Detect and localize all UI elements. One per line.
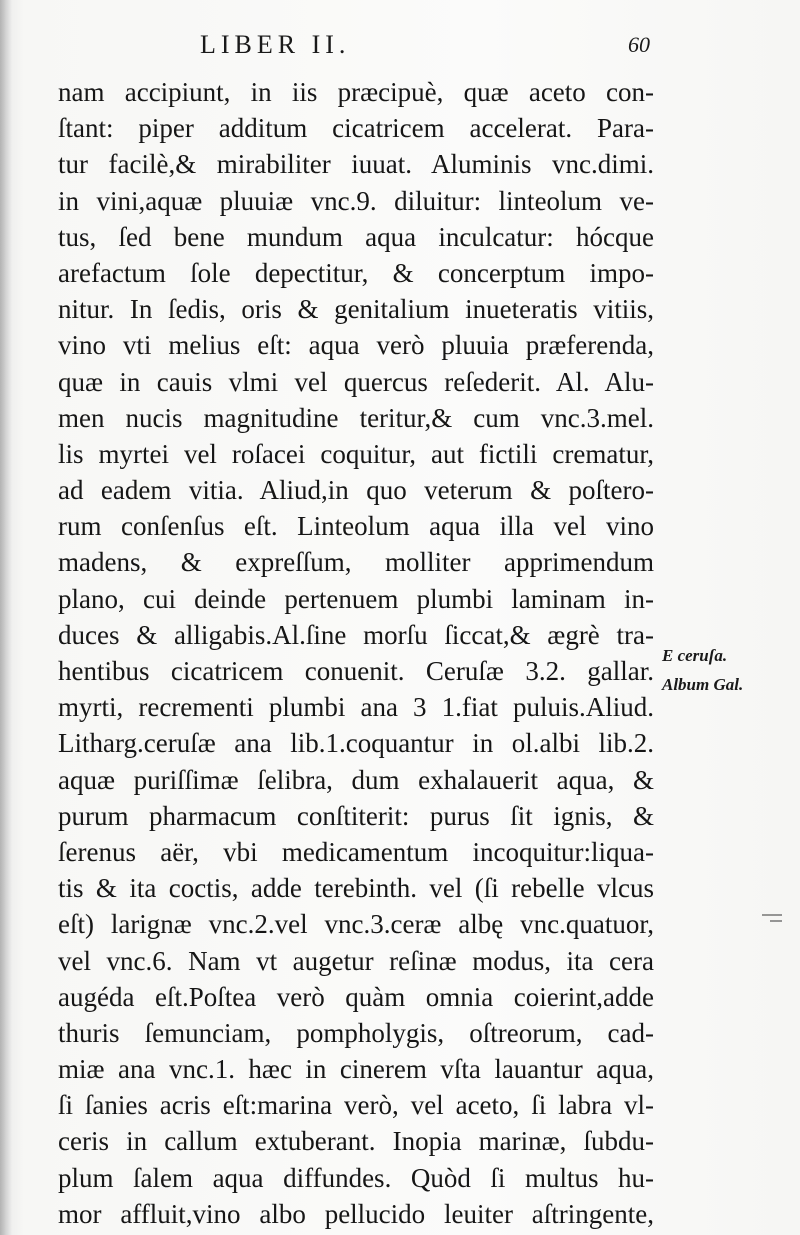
page-number: 60 bbox=[628, 32, 650, 57]
running-head bbox=[60, 30, 650, 64]
text-line: arefactum ſole depectitur, & concerptum impo- bbox=[58, 257, 654, 288]
text-line: in vini,aquæ pluuiæ vnc.9. diluitur: linteolum ve- bbox=[58, 185, 654, 216]
text-line: aquæ puriſſimæ ſelibra, dum exhalauerit aqua, & bbox=[58, 764, 654, 795]
text-line: plum ſalem aqua diffundes. Quòd ſi multus hu- bbox=[58, 1162, 654, 1193]
text-line: lis myrtei vel roſacei coquitur, aut fictili crematur, bbox=[58, 438, 654, 469]
text-line: miæ ana vnc.1. hæc in cinerem vſta lauantur aqua, bbox=[58, 1054, 654, 1085]
text-line: rum conſenſus eſt. Linteolum aqua illa vel vino bbox=[58, 511, 654, 542]
text-line: Litharg.ceruſæ ana lib.1.coquantur in ol.albi lib.2. bbox=[58, 728, 654, 759]
text-line: nam accipiunt, in iis præcipuè, quæ aceto con- bbox=[58, 77, 654, 107]
text-line: eſt) larignæ vnc.2.vel vnc.3.ceræ albę vnc.quatuor, bbox=[58, 909, 654, 940]
text-line: myrti, recrementi plumbi ana 3 1.fiat puluis.Aliud. bbox=[58, 692, 654, 723]
text-line: purum pharmacum conſtiterit: purus ſit ignis, & bbox=[58, 800, 654, 831]
text-line: vel vnc.6. Nam vt augetur reſinæ modus, ita cera bbox=[58, 945, 654, 976]
text-line: quæ in cauis vlmi vel quercus reſederit. Al. Alu- bbox=[58, 366, 654, 397]
text-line: augéda eſt.Poſtea verò quàm omnia coierint,adde bbox=[58, 981, 654, 1012]
text-line: thuris ſemunciam, pompholygis, oſtreorum, cad- bbox=[58, 1017, 654, 1048]
text-block bbox=[58, 74, 654, 1232]
text-line: tur facilè,& mirabiliter iuuat. Aluminis vnc.dimi. bbox=[58, 149, 654, 180]
text-line: tis & ita coctis, adde terebinth. vel (ſi rebelle vlcus bbox=[58, 873, 654, 904]
text-line: hentibus cicatricem conuenit. Ceruſæ 3.2. gallar. bbox=[58, 656, 654, 686]
running-title: LIBER II. bbox=[200, 30, 351, 59]
gutter-shadow bbox=[0, 0, 12, 1235]
text-line: ſtant: piper additum cicatricem accelerat. Para- bbox=[58, 113, 654, 144]
text-line: madens, & expreſſum, molliter apprimendum bbox=[58, 547, 654, 578]
text-line: ceris in callum extuberant. Inopia marinæ, ſubdu- bbox=[58, 1126, 654, 1157]
text-line: vino vti melius eſt: aqua verò pluuia præferenda, bbox=[58, 330, 654, 361]
text-line: men nucis magnitudine teritur,& cum vnc.3.mel. bbox=[58, 402, 654, 433]
text-line: nitur. In ſedis, oris & genitalium inueteratis vitiis, bbox=[58, 294, 654, 325]
text-line: mor affluit,vino albo pellucido leuiter aſtringente, bbox=[58, 1198, 654, 1229]
margin-note: Album Gal. bbox=[662, 675, 744, 694]
text-line: duces & alligabis.Al.ſine morſu ſiccat,& ægrè tra- bbox=[58, 619, 654, 650]
text-line: ſi ſanies acris eſt:marina verò, vel aceto, ſi labra vl- bbox=[58, 1090, 654, 1121]
ink-mark bbox=[762, 914, 782, 916]
text-line: ſerenus aër, vbi medicamentum incoquitur:liqua- bbox=[58, 836, 654, 867]
text-line: tus, ſed bene mundum aqua inculcatur: hócque bbox=[58, 221, 654, 252]
text-line: ad eadem vitia. Aliud,in quo veterum & poſtero- bbox=[58, 475, 654, 506]
ink-mark bbox=[770, 920, 782, 922]
margin-note: E ceruſa. bbox=[662, 646, 728, 665]
text-line: plano, cui deinde pertenuem plumbi laminam in- bbox=[58, 583, 654, 614]
